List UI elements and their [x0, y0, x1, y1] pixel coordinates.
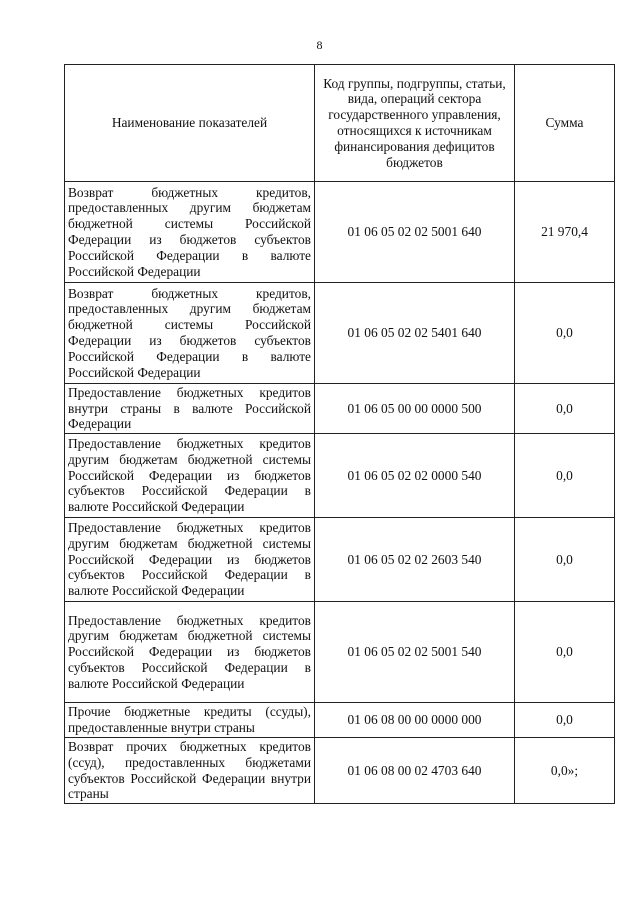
page-number: 8 — [316, 38, 323, 52]
table-row — [65, 703, 615, 738]
row-sum: 0,0 — [515, 518, 615, 602]
row-code: 01 06 05 02 02 2603 540 — [315, 518, 515, 602]
row-code: 01 06 05 02 02 5001 540 — [315, 602, 515, 703]
header-sum: Сумма — [515, 65, 615, 182]
row-sum: 0,0 — [515, 703, 615, 738]
table-row — [65, 182, 615, 283]
row-name: Предоставление бюджетных кредитов другим бюджетам бюджетной системы Российской Федерации из бюджетов субъектов Российской Федерации в валюте Российской Федерации — [65, 434, 315, 518]
row-code: 01 06 05 02 02 5001 640 — [315, 182, 515, 283]
row-name: Предоставление бюджетных кредитов другим бюджетам бюджетной системы Российской Федерации из бюджетов субъектов Российской Федерации в валюте Российской Федерации — [65, 518, 315, 602]
budget-sources-table — [64, 64, 615, 804]
row-name: Прочие бюджетные кредиты (ссуды), предоставленные внутри страны — [65, 703, 315, 738]
header-name: Наименование показателей — [65, 65, 315, 182]
row-sum: 0,0 — [515, 434, 615, 518]
row-sum: 21 970,4 — [515, 182, 615, 283]
table-row — [65, 434, 615, 518]
row-code: 01 06 08 00 02 4703 640 — [315, 738, 515, 804]
row-code: 01 06 05 02 02 0000 540 — [315, 434, 515, 518]
table-row — [65, 518, 615, 602]
row-sum: 0,0»; — [515, 738, 615, 804]
header-code: Код группы, подгруппы, статьи, вида, операций сектора государственного управления, относящихся к источникам финансирования дефицитов бюджетов — [315, 65, 515, 182]
row-name: Возврат бюджетных кредитов, предоставленных другим бюджетам бюджетной системы Российской Федерации из бюджетов субъектов Российской Федерации в валюте Российской Федерации — [65, 283, 315, 384]
table-row — [65, 602, 615, 703]
table-row — [65, 283, 615, 384]
row-name: Возврат прочих бюджетных кредитов (ссуд), предоставленных бюджетами субъектов Российской Федерации внутри страны — [65, 738, 315, 804]
row-code: 01 06 05 02 02 5401 640 — [315, 283, 515, 384]
table-row — [65, 384, 615, 434]
row-code: 01 06 08 00 00 0000 000 — [315, 703, 515, 738]
row-name: Предоставление бюджетных кредитов другим бюджетам бюджетной системы Российской Федерации из бюджетов субъектов Российской Федерации в валюте Российской Федерации — [65, 602, 315, 703]
row-code: 01 06 05 00 00 0000 500 — [315, 384, 515, 434]
row-sum: 0,0 — [515, 602, 615, 703]
table-header-row — [65, 65, 615, 182]
table-row — [65, 738, 615, 804]
row-sum: 0,0 — [515, 384, 615, 434]
row-name: Возврат бюджетных кредитов, предоставленных другим бюджетам бюджетной системы Российской Федерации из бюджетов субъектов Российской Федерации в валюте Российской Федерации — [65, 182, 315, 283]
row-name: Предоставление бюджетных кредитов внутри страны в валюте Российской Федерации — [65, 384, 315, 434]
row-sum: 0,0 — [515, 283, 615, 384]
